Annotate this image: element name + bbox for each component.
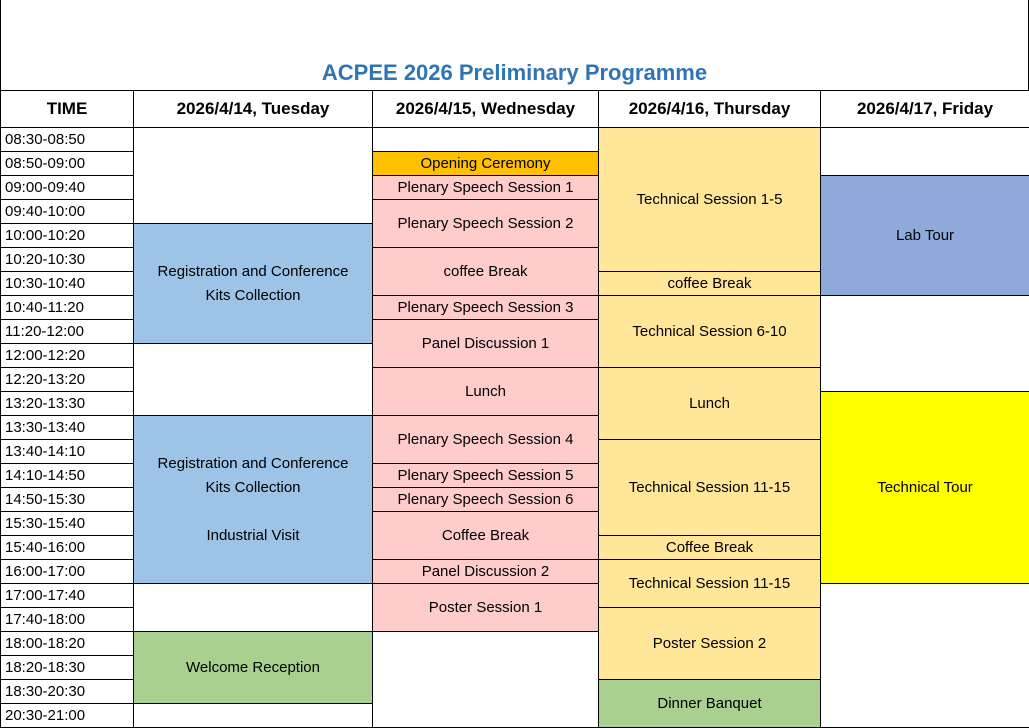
event-label: Coffee Break — [665, 539, 754, 556]
wednesday-event — [373, 464, 599, 488]
page-title: ACPEE 2026 Preliminary Programme — [321, 60, 708, 85]
schedule-row — [1, 584, 1029, 608]
schedule-body — [1, 128, 1029, 728]
event-label: Poster Session 1 — [428, 599, 543, 616]
header-friday: 2026/4/17, Friday — [821, 91, 1029, 128]
time-slot: 17:40-18:00 — [1, 608, 134, 632]
tuesday-empty-cell — [134, 584, 373, 632]
time-slot: 13:30-13:40 — [1, 416, 134, 440]
thursday-event — [599, 368, 821, 440]
event-label: Technical Session 11-15 — [628, 479, 791, 496]
event-label: coffee Break — [667, 275, 752, 292]
event-label: Dinner Banquet — [657, 695, 762, 712]
time-slot: 15:40-16:00 — [1, 536, 134, 560]
header-row — [1, 91, 1029, 128]
wednesday-event — [373, 296, 599, 320]
tuesday-empty-cell — [134, 704, 373, 728]
event-label-line: Registration and Conference — [157, 454, 349, 472]
time-slot: 13:40-14:10 — [1, 440, 134, 464]
event-label-line: Industrial Visit — [206, 526, 300, 544]
friday-event — [821, 392, 1029, 584]
event-label: Plenary Speech Session 5 — [397, 467, 574, 484]
event-label: Plenary Speech Session 3 — [397, 299, 574, 316]
wednesday-event — [373, 584, 599, 632]
wednesday-event — [373, 512, 599, 560]
time-slot: 15:30-15:40 — [1, 512, 134, 536]
event-label: Coffee Break — [441, 527, 530, 544]
event-label: Technical Session 11-15 — [628, 575, 791, 592]
event-label: Plenary Speech Session 6 — [397, 491, 574, 508]
wednesday-empty-cell — [373, 632, 599, 728]
wednesday-event — [373, 248, 599, 296]
friday-empty-cell — [821, 296, 1029, 392]
friday-empty-cell — [821, 128, 1029, 176]
tuesday-empty-cell — [134, 344, 373, 416]
time-slot: 10:30-10:40 — [1, 272, 134, 296]
event-label: Technical Tour — [877, 479, 973, 496]
friday-event — [821, 176, 1029, 296]
wednesday-event — [373, 560, 599, 584]
event-label: Technical Session 1-5 — [636, 191, 783, 208]
friday-empty-cell — [821, 584, 1029, 728]
time-slot: 12:20-13:20 — [1, 368, 134, 392]
programme-table — [0, 90, 1029, 728]
wednesday-event — [373, 368, 599, 416]
wednesday-event — [373, 176, 599, 200]
event-label-line: Registration and Conference — [157, 262, 349, 280]
title-area — [0, 0, 1029, 90]
time-slot: 08:50-09:00 — [1, 152, 134, 176]
event-label-line: Kits Collection — [205, 478, 301, 496]
time-slot: 09:00-09:40 — [1, 176, 134, 200]
tuesday-event — [134, 416, 373, 584]
time-slot: 16:00-17:00 — [1, 560, 134, 584]
time-slot: 12:00-12:20 — [1, 344, 134, 368]
time-slot: 20:30-21:00 — [1, 704, 134, 728]
thursday-event — [599, 680, 821, 728]
wednesday-event — [373, 152, 599, 176]
event-label: Technical Session 6-10 — [632, 323, 787, 340]
time-slot: 13:20-13:30 — [1, 392, 134, 416]
event-label: Panel Discussion 2 — [421, 563, 550, 580]
header-tuesday: 2026/4/14, Tuesday — [134, 91, 373, 128]
wednesday-event — [373, 488, 599, 512]
wednesday-event — [373, 200, 599, 248]
header-time: TIME — [1, 91, 134, 128]
tuesday-event — [134, 224, 373, 344]
event-label-line — [134, 500, 372, 524]
thursday-event — [599, 296, 821, 368]
event-label: Poster Session 2 — [652, 635, 767, 652]
header-wednesday: 2026/4/15, Wednesday — [373, 91, 599, 128]
event-label: Lab Tour — [895, 227, 955, 244]
time-slot: 08:30-08:50 — [1, 128, 134, 152]
event-label: Lunch — [465, 383, 506, 400]
thursday-event — [599, 128, 821, 272]
thursday-event — [599, 560, 821, 608]
event-label-line: Kits Collection — [205, 286, 301, 304]
time-slot: 09:40-10:00 — [1, 200, 134, 224]
time-slot: 18:00-18:20 — [1, 632, 134, 656]
event-label: Welcome Reception — [186, 659, 320, 676]
thursday-event — [599, 536, 821, 560]
event-label: Plenary Speech Session 1 — [397, 179, 574, 196]
thursday-event — [599, 608, 821, 680]
time-slot: 10:40-11:20 — [1, 296, 134, 320]
tuesday-empty-cell — [134, 128, 373, 224]
time-slot: 14:10-14:50 — [1, 464, 134, 488]
header-thursday: 2026/4/16, Thursday — [599, 91, 821, 128]
event-label: Plenary Speech Session 2 — [397, 215, 574, 232]
time-slot: 17:00-17:40 — [1, 584, 134, 608]
wednesday-empty-cell — [373, 128, 599, 152]
event-label: Lunch — [689, 395, 730, 412]
time-slot: 11:20-12:00 — [1, 320, 134, 344]
time-slot: 14:50-15:30 — [1, 488, 134, 512]
event-label: coffee Break — [443, 263, 528, 280]
time-slot: 18:30-20:30 — [1, 680, 134, 704]
wednesday-event — [373, 320, 599, 368]
event-label: Plenary Speech Session 4 — [397, 431, 574, 448]
thursday-event — [599, 440, 821, 536]
wednesday-event — [373, 416, 599, 464]
event-label: Panel Discussion 1 — [421, 335, 550, 352]
time-slot: 18:20-18:30 — [1, 656, 134, 680]
event-label: Opening Ceremony — [420, 155, 551, 172]
tuesday-event — [134, 632, 373, 704]
schedule-row — [1, 128, 1029, 152]
thursday-event — [599, 272, 821, 296]
time-slot: 10:20-10:30 — [1, 248, 134, 272]
time-slot: 10:00-10:20 — [1, 224, 134, 248]
